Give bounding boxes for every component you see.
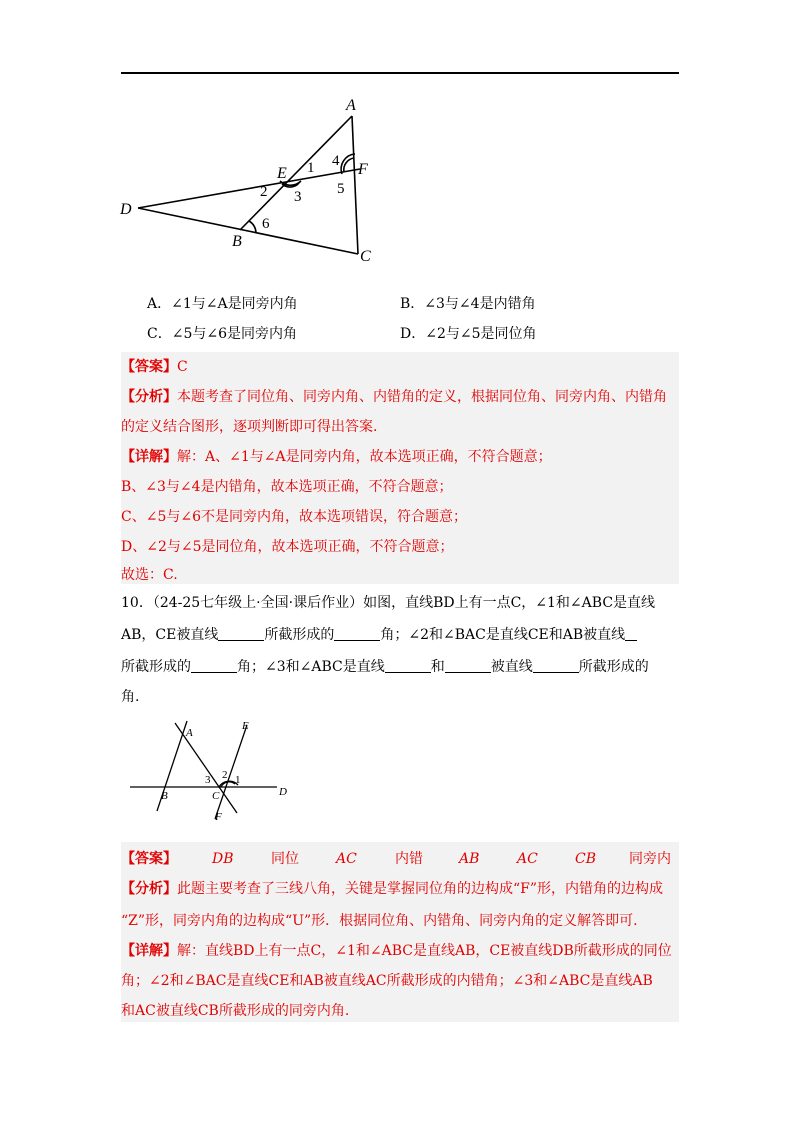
label-1: 1 (235, 774, 241, 786)
detail-9-line-3: C、∠5与∠6不是同旁内角，故本选项错误，符合题意； (121, 509, 467, 525)
answer-10-value-2: 同位 (271, 851, 299, 867)
label-2: 2 (222, 769, 228, 781)
answer-10-value-6: AC (517, 851, 538, 867)
answer-10-value-3: AC (336, 851, 357, 867)
answer-box-10 (121, 842, 679, 1022)
question-10-line-1: 10．（24-25七年级上·全国·课后作业）如图，直线BD上有一点C，∠1和∠ABC是直线 (121, 595, 656, 611)
line-DF (138, 169, 360, 208)
answer-10-tag: 【答案】 (121, 851, 177, 867)
detail-9-line-5: 故选：C. (121, 567, 178, 583)
question-10-line-4: 角. (121, 689, 140, 705)
label-2: 2 (260, 184, 268, 200)
option-b: B．∠3与∠4是内错角 (400, 296, 536, 312)
detail-9-line-1 (121, 448, 552, 466)
label-6: 6 (262, 216, 270, 232)
detail-9-line-2: B、∠3与∠4是内错角，故本选项正确，不符合题意； (121, 479, 453, 495)
detail-10-tag: 【详解】 (121, 943, 177, 959)
answer-blank-1 (218, 626, 264, 641)
figure-parallel-lines-diagram (125, 715, 300, 827)
q10-text-2a: AB，CE被直线 (121, 627, 219, 643)
answer-10-value-4: 内错 (395, 851, 423, 867)
analysis-9-line-2: 的定义结合图形，逐项判断即可得出答案. (121, 419, 378, 435)
q10-text-3d: 被直线 (490, 659, 533, 675)
label-A: A (186, 727, 193, 739)
analysis-9-text-1: 本题考查了同位角、同旁内角、内错角的定义，根据同位角、同旁内角、内错角 (177, 389, 667, 405)
q10-text-3a: 所截形成的 (121, 659, 191, 675)
answer-blank-5 (385, 658, 431, 673)
answer-tag: 【答案】 (121, 359, 177, 375)
answer-blank-2 (334, 626, 380, 641)
label-3: 3 (294, 189, 302, 205)
answer-blank-3 (625, 626, 637, 641)
option-d: D．∠2与∠5是同位角 (400, 326, 537, 342)
detail-9-line-4: D、∠2与∠5是同位角，故本选项正确，不符合题意； (121, 539, 454, 555)
detail-10-line-2: 角；∠2和∠BAC是直线CE和AB被直线AC所截形成的内错角；∠3和∠ABC是直线AB (121, 973, 653, 989)
label-B: B (161, 790, 168, 802)
option-c: C．∠5与∠6是同旁内角 (147, 326, 297, 342)
header-rule (121, 72, 679, 74)
label-D: D (120, 201, 132, 218)
answer-blank-6 (445, 658, 491, 673)
label-1: 1 (307, 160, 315, 176)
detail-tag: 【详解】 (121, 449, 177, 465)
analysis-10-tag: 【分析】 (121, 881, 177, 897)
answer-10-value-8: 同旁内 (629, 851, 671, 867)
detail-9-text-1: 解：A、∠1与∠A是同旁内角，故本选项正确，不符合题意； (177, 449, 552, 465)
q10-text-3c: 和 (430, 659, 445, 675)
label-B: B (232, 233, 242, 250)
q10-text-2b: 所截形成的 (264, 627, 335, 643)
answer-10-value-1: DB (212, 851, 234, 867)
label-C: C (212, 790, 220, 802)
answer-10-value-5: AB (459, 851, 480, 867)
option-a: A．∠1与∠A是同旁内角 (147, 296, 298, 312)
question-10-line-2 (121, 626, 637, 644)
analysis-10-text-1: 此题主要考查了三线八角，关键是掌握同位角的边构成“F”形，内错角的边构成 (177, 881, 664, 897)
label-E: E (242, 720, 249, 732)
answer-9-line (121, 358, 188, 376)
answer-10-value-7: CB (575, 851, 596, 867)
analysis-10-line-1 (121, 880, 663, 898)
label-E: E (277, 165, 287, 182)
analysis-tag: 【分析】 (121, 389, 177, 405)
q10-text-2c: 角；∠2和∠BAC是直线CE和AB被直线 (380, 627, 626, 643)
answer-9-value: C (177, 359, 188, 375)
label-3: 3 (205, 774, 211, 786)
label-D: D (279, 786, 287, 798)
q10-text-3e: 所截形成的 (578, 659, 649, 675)
line-AC (175, 723, 237, 813)
detail-10-text-1: 解：直线BD上有一点C，∠1和∠ABC是直线AB，CE被直线DB所截形成的同位 (177, 943, 672, 959)
line-AC (352, 116, 358, 254)
analysis-10-line-2: “Z”形，同旁内角的边构成“U”形．根据同位角、内错角、同旁内角的定义解答即可. (121, 913, 638, 929)
detail-10-line-1 (121, 942, 672, 960)
label-C: C (360, 248, 371, 265)
detail-10-line-3: 和AC被直线CB所截形成的同旁内角. (121, 1003, 350, 1019)
figure-triangle-diagram (110, 90, 400, 270)
label-5: 5 (337, 181, 345, 197)
label-4: 4 (332, 153, 340, 169)
label-F: F (358, 161, 368, 178)
answer-blank-4 (191, 658, 237, 673)
question-10-line-3 (121, 658, 649, 676)
line-DC (138, 208, 358, 254)
label-F: F (215, 811, 222, 823)
analysis-9-line-1 (121, 388, 667, 406)
label-A: A (346, 97, 356, 114)
answer-blank-7 (533, 658, 579, 673)
q10-text-3b: 角；∠3和∠ABC是直线 (237, 659, 385, 675)
